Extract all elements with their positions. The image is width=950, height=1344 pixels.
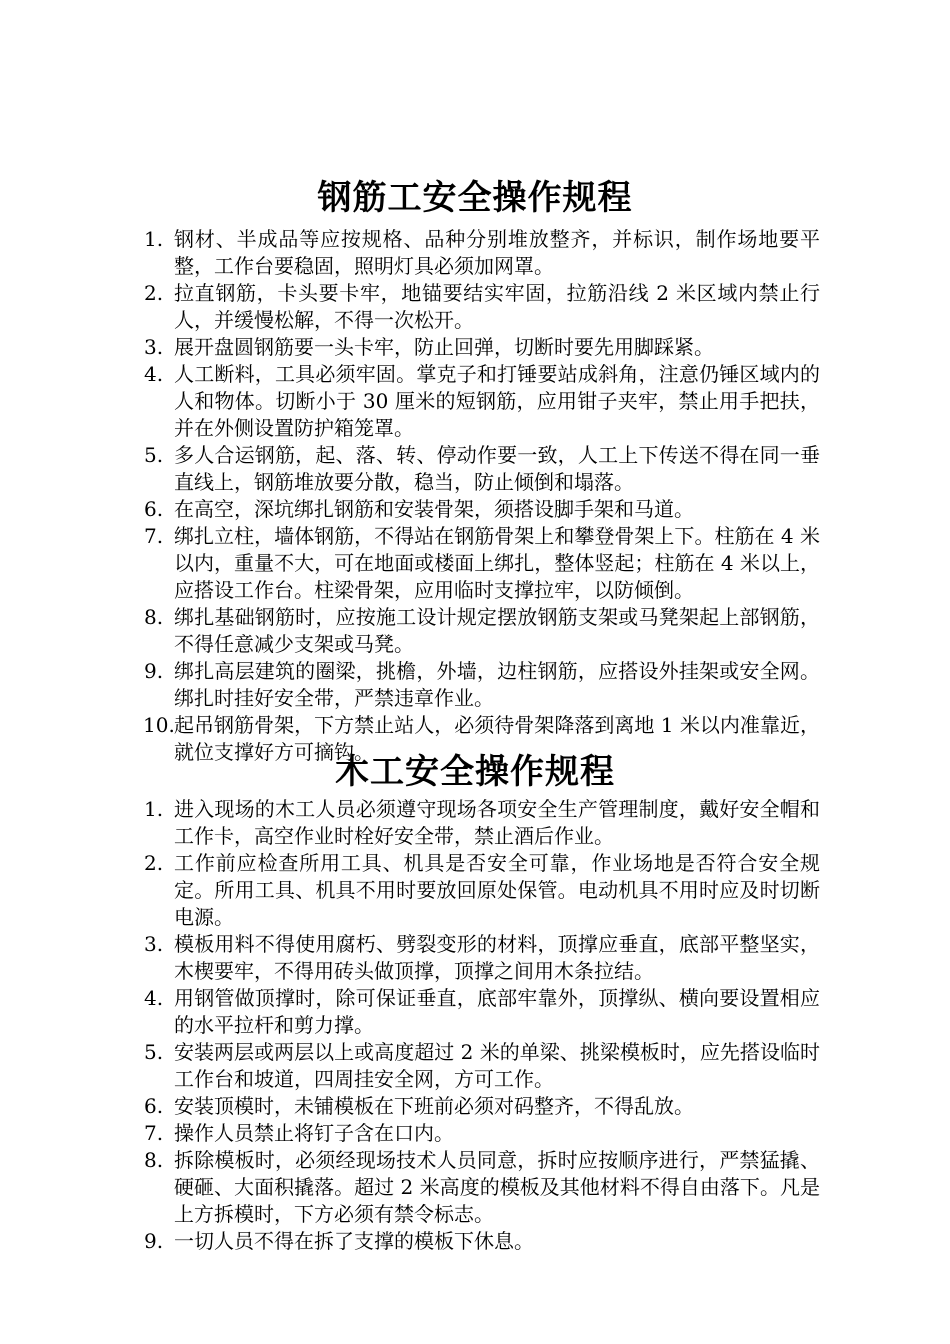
item-number: 4. (144, 362, 164, 386)
list-item (0, 361, 820, 442)
item-number: 2. (144, 281, 164, 305)
list-item (0, 280, 820, 334)
item-number: 9. (144, 659, 164, 683)
item-text: 钢材、半成品等应按规格、品种分别堆放整齐，并标识，制作场地要平整，工作台要稳固，照明灯具必须加网罩。 (174, 227, 820, 278)
list-item (0, 1093, 820, 1120)
item-number: 4. (144, 986, 164, 1010)
list-item (0, 1120, 820, 1147)
item-number: 1. (144, 797, 164, 821)
list-item (0, 523, 820, 604)
section-title-carpentry: 木工安全操作规程 (335, 752, 615, 792)
list-item (0, 796, 820, 850)
item-text: 拆除模板时，必须经现场技术人员同意，拆时应按顺序进行，严禁猛撬、硬砸、大面积撬落。超过 2 米高度的模板及其他材料不得自由落下。凡是上方拆模时，下方必须有禁令标志。 (174, 1148, 820, 1226)
item-text: 在高空，深坑绑扎钢筋和安装骨架，须搭设脚手架和马道。 (174, 497, 694, 521)
item-text: 绑扎基础钢筋时，应按施工设计规定摆放钢筋支架或马凳架起上部钢筋，不得任意减少支架或马凳。 (174, 605, 820, 656)
item-text: 用钢管做顶撑时，除可保证垂直，底部牢靠外，顶撑纵、横向要设置相应的水平拉杆和剪力撑。 (174, 986, 820, 1037)
item-number: 1. (144, 227, 164, 251)
item-number: 7. (144, 524, 164, 548)
list-item (0, 931, 820, 985)
item-number: 7. (144, 1121, 164, 1145)
list-item (0, 604, 820, 658)
list-item (0, 658, 820, 712)
item-number: 6. (144, 497, 164, 521)
item-text: 进入现场的木工人员必须遵守现场各项安全生产管理制度，戴好安全帽和工作卡，高空作业时栓好安全带，禁止酒后作业。 (174, 797, 820, 848)
item-text: 模板用料不得使用腐朽、劈裂变形的材料，顶撑应垂直，底部平整坚实，木楔要牢，不得用砖头做顶撑，顶撑之间用木条拉结。 (174, 932, 820, 983)
item-text: 多人合运钢筋，起、落、转、停动作要一致，人工上下传送不得在同一垂直线上，钢筋堆放要分散，稳当，防止倾倒和塌落。 (174, 443, 820, 494)
item-text: 安装顶模时，未铺模板在下班前必须对码整齐，不得乱放。 (174, 1094, 694, 1118)
item-text: 起吊钢筋骨架，下方禁止站人，必须待骨架降落到离地 1 米以内准靠近，就位支撑好方可摘钩。 (174, 713, 820, 764)
item-text: 拉直钢筋，卡头要卡牢，地锚要结实牢固，拉筋沿线 2 米区域内禁止行人，并缓慢松解，不得一次松开。 (174, 281, 820, 332)
item-number: 3. (144, 335, 164, 359)
item-number: 8. (144, 605, 164, 629)
item-number: 2. (144, 851, 164, 875)
list-item (0, 226, 820, 280)
item-number: 5. (144, 1040, 164, 1064)
rebar-rules-list (0, 226, 950, 766)
item-text: 操作人员禁止将钉子含在口内。 (174, 1121, 454, 1145)
list-item (0, 850, 820, 931)
item-number: 8. (144, 1148, 164, 1172)
carpentry-rules-list (0, 796, 950, 1255)
item-number: 6. (144, 1094, 164, 1118)
item-text: 安装两层或两层以上或高度超过 2 米的单梁、挑梁模板时，应先搭设临时工作台和坡道，四周挂安全网，方可工作。 (174, 1040, 820, 1091)
item-text: 工作前应检查所用工具、机具是否安全可靠，作业场地是否符合安全规定。所用工具、机具不用时要放回原处保管。电动机具不用时应及时切断电源。 (174, 851, 820, 929)
list-item (0, 1228, 820, 1255)
item-text: 一切人员不得在拆了支撑的模板下休息。 (174, 1229, 534, 1253)
list-item (0, 334, 820, 361)
item-number: 5. (144, 443, 164, 467)
list-item (0, 1147, 820, 1228)
list-item (0, 1039, 820, 1093)
list-item (0, 985, 820, 1039)
item-text: 人工断料，工具必须牢固。掌克子和打锤要站成斜角，注意仍锤区域内的人和物体。切断小于 30 厘米的短钢筋，应用钳子夹牢，禁止用手把扶，并在外侧设置防护箱笼罩。 (174, 362, 820, 440)
list-item (0, 496, 820, 523)
item-text: 展开盘圆钢筋要一头卡牢，防止回弹，切断时要先用脚踩紧。 (174, 335, 714, 359)
item-number: 10. (143, 713, 175, 737)
item-text: 绑扎高层建筑的圈梁，挑檐，外墙，边柱钢筋，应搭设外挂架或安全网。绑扎时挂好安全带，严禁违章作业。 (174, 659, 820, 710)
item-number: 3. (144, 932, 164, 956)
list-item (0, 442, 820, 496)
item-number: 9. (144, 1229, 164, 1253)
section-title-rebar: 钢筋工安全操作规程 (317, 178, 633, 218)
item-text: 绑扎立柱，墙体钢筋，不得站在钢筋骨架上和攀登骨架上下。柱筋在 4 米以内，重量不大，可在地面或楼面上绑扎，整体竖起；柱筋在 4 米以上，应搭设工作台。柱梁骨架，应用临时支撑拉牢，以防倾倒。 (174, 524, 820, 602)
